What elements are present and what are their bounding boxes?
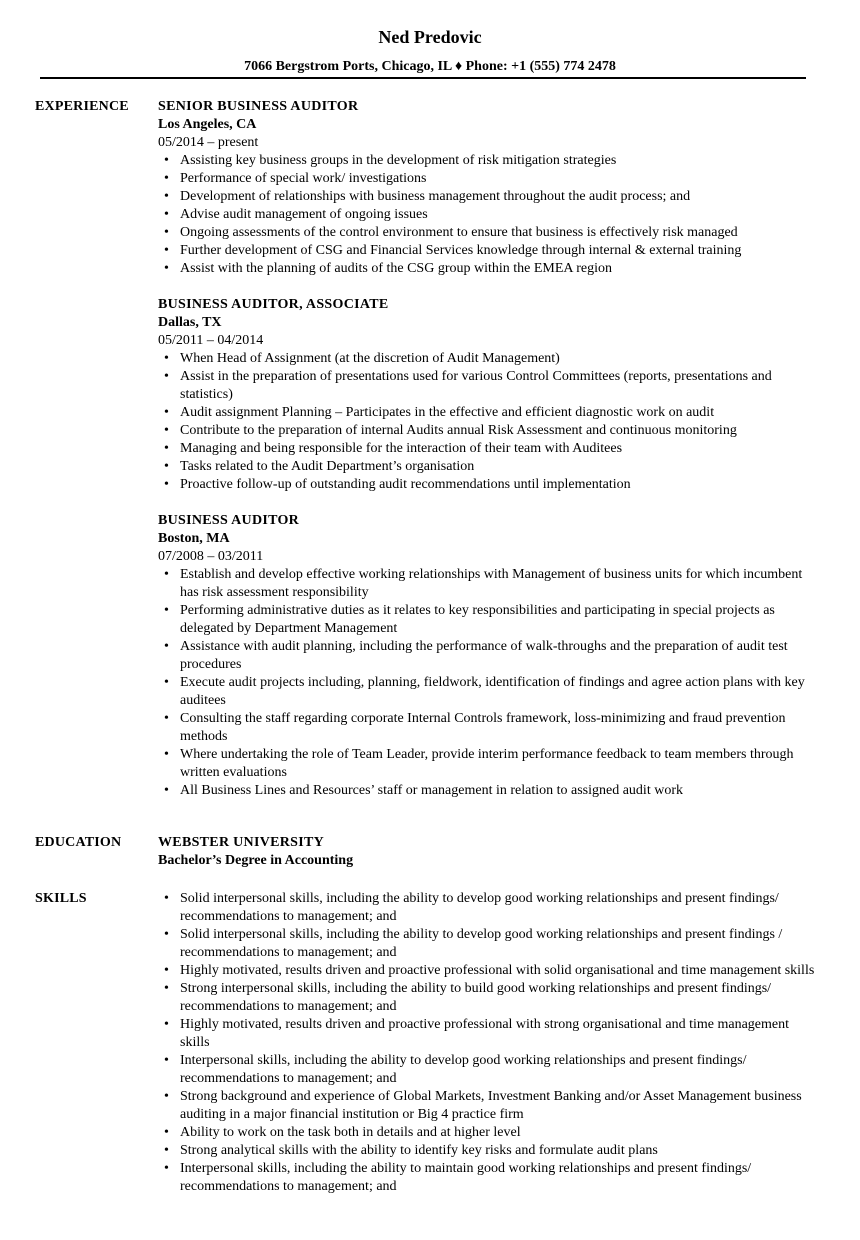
skill-item: • Interpersonal skills, including the ability to maintain good working relationships and present findings/ recommendations to management; and [180, 1160, 818, 1196]
job-location: Dallas, TX [158, 315, 222, 330]
section-label-education: EDUCATION [35, 835, 122, 850]
job-bullet: • Assistance with audit planning, including the performance of walk-throughs and the preparation of audit test procedures [180, 638, 818, 674]
skill-item: • Ability to work on the task both in details and at higher level [180, 1124, 818, 1142]
job-bullet: • Performance of special work/ investigations [180, 170, 818, 188]
skill-item: • Solid interpersonal skills, including the ability to develop good working relationships and present findings / recommendations to management; and [180, 926, 818, 962]
job-entry [158, 98, 818, 278]
job-bullet-list [158, 152, 818, 278]
job-bullet-list [158, 350, 818, 494]
header-divider [40, 77, 806, 79]
resume-header [0, 26, 860, 76]
skill-item: • Highly motivated, results driven and proactive professional with solid organisational and time management skills [180, 962, 818, 980]
section-label-experience: EXPERIENCE [35, 99, 129, 114]
job-bullet: • Performing administrative duties as it relates to key responsibilities and participating in special projects as delegated by Department Management [180, 602, 818, 638]
job-bullet: • Audit assignment Planning – Participates in the effective and efficient diagnostic work on audit [180, 404, 818, 422]
skill-item: • Interpersonal skills, including the ability to develop good working relationships and present findings/ recommendations to management; and [180, 1052, 818, 1088]
skill-item: • Solid interpersonal skills, including the ability to develop good working relationships and present findings/ recommendations to management; and [180, 890, 818, 926]
job-bullet: • Tasks related to the Audit Department’s organisation [180, 458, 818, 476]
job-title: BUSINESS AUDITOR [158, 513, 300, 528]
section-label-skills: SKILLS [35, 891, 87, 906]
job-bullet: • Consulting the staff regarding corporate Internal Controls framework, loss-minimizing and fraud prevention methods [180, 710, 818, 746]
candidate-name: Ned Predovic [378, 27, 482, 47]
contact-line: 7066 Bergstrom Ports, Chicago, IL ♦ Phone: +1 (555) 774 2478 [244, 59, 616, 74]
degree-name: Bachelor’s Degree in Accounting [158, 853, 354, 868]
job-bullet: • Advise audit management of ongoing issues [180, 206, 818, 224]
school-name: WEBSTER UNIVERSITY [158, 835, 325, 850]
skills-list [158, 890, 818, 1196]
job-bullet: • Where undertaking the role of Team Leader, provide interim performance feedback to team members through written evaluations [180, 746, 818, 782]
job-dates: 07/2008 – 03/2011 [158, 549, 264, 564]
job-dates: 05/2011 – 04/2014 [158, 333, 264, 348]
job-bullet: • Execute audit projects including, planning, fieldwork, identification of findings and agree action plans with key auditees [180, 674, 818, 710]
job-bullet-list [158, 566, 818, 800]
job-title: SENIOR BUSINESS AUDITOR [158, 99, 359, 114]
experience-body [158, 98, 818, 818]
job-bullet: • Contribute to the preparation of internal Audits annual Risk Assessment and continuous monitoring [180, 422, 818, 440]
job-entry [158, 512, 818, 800]
job-bullet: • When Head of Assignment (at the discretion of Audit Management) [180, 350, 818, 368]
job-bullet: • Proactive follow-up of outstanding audit recommendations until implementation [180, 476, 818, 494]
job-dates: 05/2014 – present [158, 135, 259, 150]
job-bullet: • Assist with the planning of audits of the CSG group within the EMEA region [180, 260, 818, 278]
education-body [158, 834, 818, 870]
skill-item: • Highly motivated, results driven and proactive professional with strong organisational and time management skills [180, 1016, 818, 1052]
skill-item: • Strong background and experience of Global Markets, Investment Banking and/or Asset Management business auditing in a major financial institution or Big 4 practice firm [180, 1088, 818, 1124]
skill-item: • Strong interpersonal skills, including the ability to build good working relationships and present findings/ recommendations to management; and [180, 980, 818, 1016]
job-bullet: • Assisting key business groups in the development of risk mitigation strategies [180, 152, 818, 170]
job-location: Los Angeles, CA [158, 117, 257, 132]
skills-body [158, 890, 818, 1196]
job-location: Boston, MA [158, 531, 230, 546]
job-bullet: • Ongoing assessments of the control environment to ensure that business is effectively risk managed [180, 224, 818, 242]
job-bullet: • Assist in the preparation of presentations used for various Control Committees (reports, presentations and statistics) [180, 368, 818, 404]
job-title: BUSINESS AUDITOR, ASSOCIATE [158, 297, 389, 312]
job-bullet: • Establish and develop effective working relationships with Management of business units for which incumbent has risk assessment responsibility [180, 566, 818, 602]
job-entry [158, 296, 818, 494]
job-bullet: • Managing and being responsible for the interaction of their team with Auditees [180, 440, 818, 458]
job-bullet: • All Business Lines and Resources’ staff or management in relation to assigned audit work [180, 782, 818, 800]
skill-item: • Strong analytical skills with the ability to identify key risks and formulate audit plans [180, 1142, 818, 1160]
job-bullet: • Development of relationships with business management throughout the audit process; and [180, 188, 818, 206]
job-bullet: • Further development of CSG and Financial Services knowledge through internal & external training [180, 242, 818, 260]
